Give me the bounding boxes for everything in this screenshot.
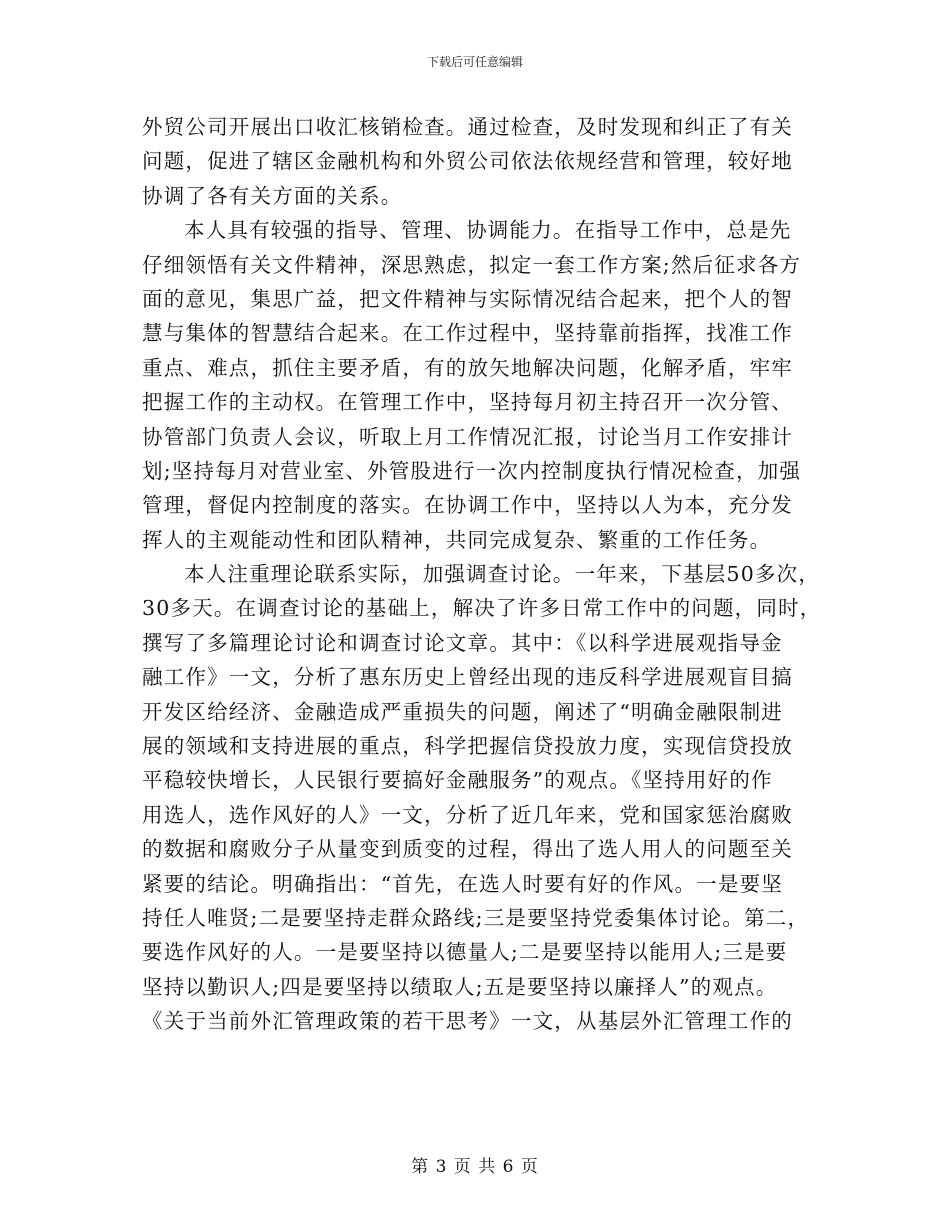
text-line: 协管部门负责人会议，听取上月工作情况汇报，讨论当月工作安排计 (142, 424, 793, 449)
text-line: 重点、难点，抓住主要矛盾，有的放矢地解决问题，化解矛盾，牢牢 (142, 355, 793, 380)
text-line: 紧要的结论。明确指出：“首先，在选人时要有好的作风。一是要坚 (142, 871, 783, 896)
text-line: 面的意见，集思广益，把文件精神与实际情况结合起来，把个人的智 (142, 286, 793, 311)
text-line: 要选作风好的人。一是要坚持以德量人;二是要坚持以能用人;三是要 (142, 940, 788, 965)
text-line: 把握工作的主动权。在管理工作中，坚持每月初主持召开一次分管、 (142, 390, 793, 415)
text-line: 外贸公司开展出口收汇核销检查。通过检查，及时发现和纠正了有关 (142, 115, 793, 139)
text-line: 《关于当前外汇管理政策的若干思考》一文，从基层外汇管理工作的 (142, 1009, 793, 1034)
text-line: 撰写了多篇理论讨论和调查讨论文章。其中：《以科学进展观指导金 (142, 630, 783, 655)
text-line: 挥人的主观能动性和团队精神，共同完成复杂、繁重的工作任务。 (142, 527, 772, 552)
text-line: 慧与集体的智慧结合起来。在工作过程中，坚持靠前指挥，找准工作 (142, 321, 793, 346)
page-header: 下载后可任意编辑 (426, 55, 523, 69)
text-line: 本人注重理论联系实际，加强调查讨论。一年来，下基层50多次， (184, 562, 821, 587)
text-line: 持任人唯贤;二是要坚持走群众路线;三是要坚持党委集体讨论。第二， (142, 905, 810, 930)
text-line: 划;坚持每月对营业室、外管股进行一次内控制度执行情况检查，加强 (142, 458, 802, 483)
text-line: 融工作》一文，分析了惠东历史上曾经出现的违反科学进展观盲目搞 (142, 665, 793, 690)
text-line: 坚持以勤识人;四是要坚持以绩取人;五是要坚持以廉择人”的观点。 (142, 974, 778, 999)
text-line: 的数据和腐败分子从量变到质变的过程，得出了选人用人的问题至关 (142, 837, 793, 862)
text-line: 仔细领悟有关文件精神，深思熟虑，拟定一套工作方案;然后征求各方 (142, 252, 802, 277)
text-line: 协调了各有关方面的关系。 (142, 183, 403, 208)
text-line: 开发区给经济、金融造成严重损失的问题，阐述了“明确金融限制进 (142, 699, 783, 724)
text-line: 30多天。在调查讨论的基础上，解决了许多日常工作中的问题，同时， (142, 596, 822, 621)
text-line: 问题，促进了辖区金融机构和外贸公司依法依规经营和管理，较好地 (142, 149, 793, 174)
body-text (142, 110, 822, 1039)
page-footer: 第 3 页 共 6 页 (411, 1157, 539, 1177)
text-line: 本人具有较强的指导、管理、协调能力。在指导工作中，总是先 (184, 218, 792, 243)
text-line: 用选人，选作风好的人》一文，分析了近几年来，党和国家惩治腐败 (142, 802, 793, 827)
text-line: 平稳较快增长，人民银行要搞好金融服务”的观点。《坚持用好的作 (142, 768, 773, 793)
text-line: 管理，督促内控制度的落实。在协调工作中，坚持以人为本，充分发 (142, 493, 793, 518)
text-line: 展的领域和支持进展的重点，科学把握信贷投放力度，实现信贷投放 (142, 734, 793, 759)
